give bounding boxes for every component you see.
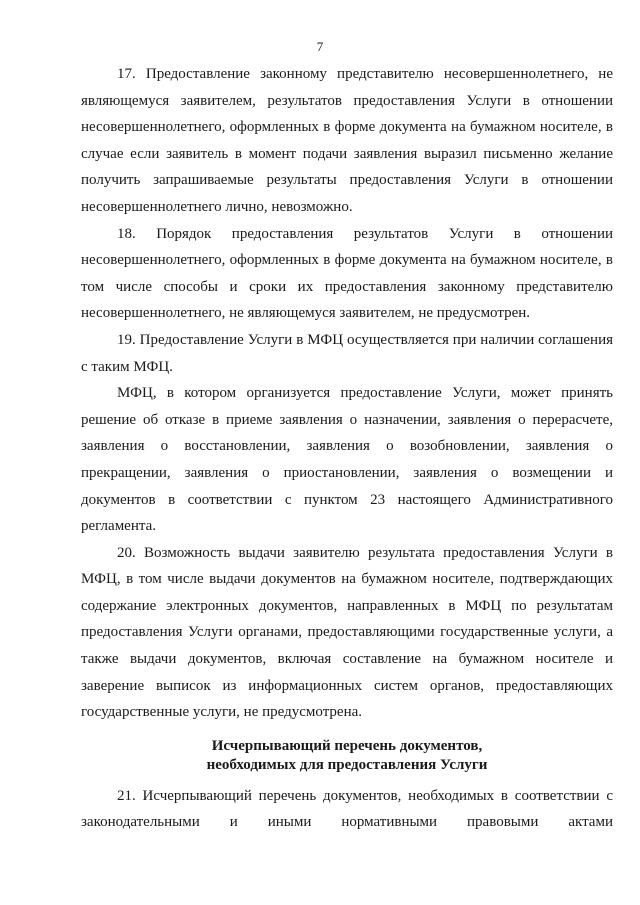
paragraph-19: 19. Предоставление Услуги в МФЦ осуществляется при наличии соглашения с таким МФЦ. — [81, 331, 613, 375]
page-number: 7 — [316, 39, 324, 54]
paragraph-20: 20. Возможность выдачи заявителю результата предоставления Услуги в МФЦ, в том числе выдачи документов на бумажном носителе, подтверждающих содержание электронных документов, направленных в МФЦ по результатам предоставления Услуги органами, предоставляющими государственные услуги, а также выдачи документов, включая составление на бумажном носителе и заверение выписок из информационных систем органов, предоставляющих государственные услуги, не предусмотрена. — [81, 544, 613, 721]
section-heading-line-2: необходимых для предоставления Услуги — [206, 756, 488, 773]
paragraph-21: 21. Исчерпывающий перечень документов, необходимых в соответствии с законодательными и иными нормативными правовыми актами — [81, 787, 613, 831]
paragraph-mfc-refusal: МФЦ, в котором организуется предоставление Услуги, может принять решение об отказе в приеме заявления о назначении, заявления о перерасчете, заявления о восстановлении, заявления о возобновлении, заявления о прекращении, заявления о приостановлении, заявления о возмещении и документов в соответствии с пунктом 23 настоящего Административного регламента. — [81, 385, 613, 535]
paragraph-18: 18. Порядок предоставления результатов Услуги в отношении несовершеннолетнего, оформленных в форме документа на бумажном носителе, в том числе способы и сроки их предоставления законному представителю несовершеннолетнего, не являющемуся заявителем, не предусмотрен. — [81, 225, 613, 322]
section-heading-line-1: Исчерпывающий перечень документов, — [211, 737, 483, 754]
document-body — [81, 61, 613, 836]
paragraph-17: 17. Предоставление законному представителю несовершеннолетнего, не являющемуся заявителем, результатов предоставления Услуги в отношении несовершеннолетнего, оформленных в форме документа на бумажном носителе, в случае если заявитель в момент подачи заявления выразил письменно желание получить запрашиваемые результаты предоставления Услуги в отношении несовершеннолетнего лично, невозможно. — [81, 66, 613, 215]
section-heading — [81, 737, 613, 775]
